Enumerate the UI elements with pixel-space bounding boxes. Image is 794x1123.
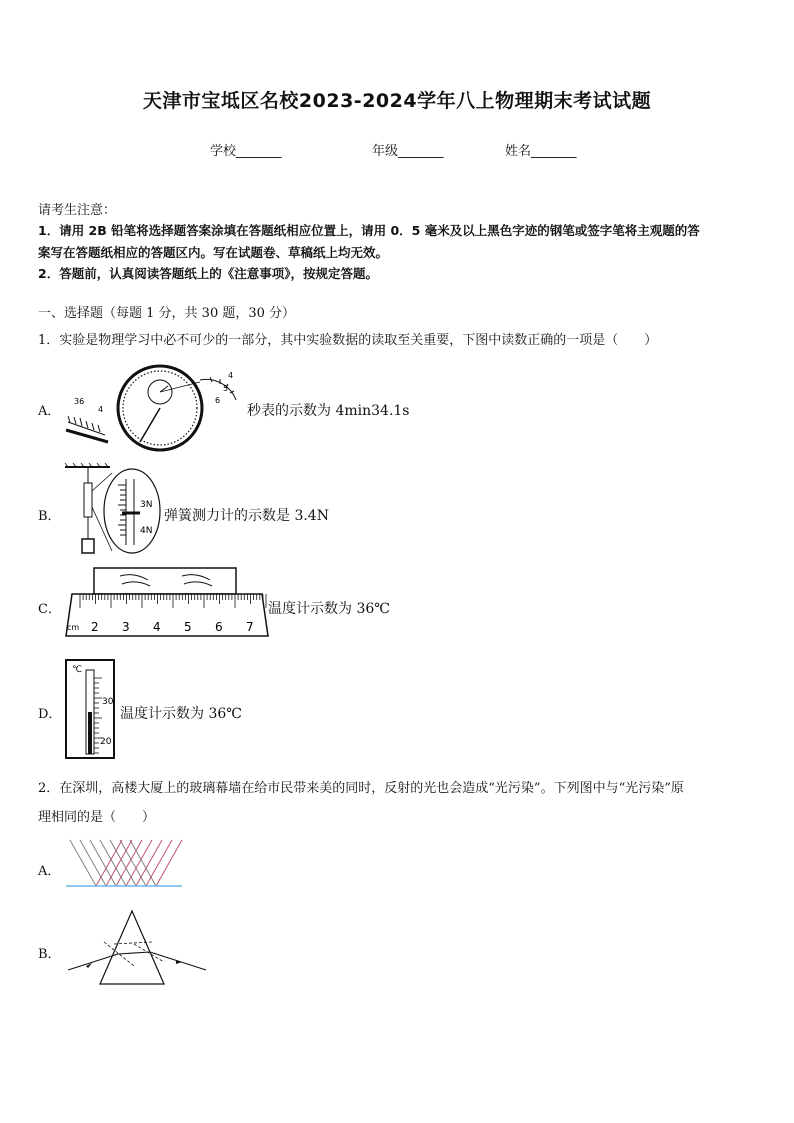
spring-scale-zoom bbox=[104, 469, 160, 553]
name-field[interactable]: 姓名_______ bbox=[505, 144, 577, 159]
option-a-caption: 秒表的示数为 4min34.1s bbox=[247, 403, 410, 419]
thermometer-figure bbox=[64, 658, 120, 762]
reflected-ray bbox=[146, 840, 172, 886]
school-field[interactable]: 学校_______ bbox=[210, 144, 282, 159]
stopwatch-edge-scale bbox=[66, 397, 108, 442]
spring-scale-weight bbox=[82, 539, 94, 553]
reflected-ray bbox=[126, 840, 152, 886]
spring-scale-4n: 4N bbox=[140, 526, 153, 536]
stopwatch-second-hand bbox=[140, 408, 160, 442]
q2-option-a-letter: A． bbox=[38, 864, 61, 879]
incident-ray bbox=[80, 840, 106, 886]
notice-item-2: 2．答题前，认真阅读答题纸上的《注意事项》，按规定答题。 bbox=[38, 266, 378, 281]
diffuse-reflection-figure bbox=[64, 838, 186, 892]
option-a-letter: A． bbox=[38, 404, 61, 419]
incident-ray bbox=[120, 840, 146, 886]
ruler-label-7: 7 bbox=[246, 620, 254, 634]
stopwatch-label-36: 36 bbox=[74, 397, 85, 406]
reflected-ray bbox=[106, 840, 132, 886]
stopwatch-figure bbox=[60, 360, 250, 455]
option-c-caption: 温度计示数为 36℃ bbox=[268, 601, 390, 617]
incident-ray bbox=[100, 840, 126, 886]
incident-ray bbox=[70, 840, 96, 886]
ruler-figure bbox=[62, 566, 272, 642]
reflected-ray bbox=[116, 840, 142, 886]
section-heading: 一、选择题（每题 1 分，共 30 题，30 分） bbox=[38, 306, 296, 321]
question-2-stem-line-1: 2．在深圳，高楼大厦上的玻璃幕墙在给市民带来美的同时，反射的光也会造成“光污染”。下列图中与“光污染”原 bbox=[38, 781, 684, 796]
reflected-ray bbox=[96, 840, 122, 886]
ruler-label-6: 6 bbox=[215, 620, 223, 634]
thermometer-label-20: 20 bbox=[100, 737, 112, 747]
spring-scale-3n: 3N bbox=[140, 500, 153, 510]
page-title: 天津市宝坻区名校2023-2024学年八上物理期末考试试题 bbox=[142, 90, 652, 112]
ruler-label-5: 5 bbox=[184, 620, 192, 634]
notice-heading: 请考生注意： bbox=[38, 203, 117, 218]
question-2-stem-line-2: 理相同的是（ ） bbox=[38, 810, 156, 825]
incident-ray bbox=[110, 840, 136, 886]
option-b-letter: B． bbox=[38, 509, 61, 524]
notice-item-1-line-2: 案写在答题纸相应的答题区内。写在试题卷、草稿纸上均无效。 bbox=[38, 245, 389, 260]
ruler-label-4: 4 bbox=[153, 620, 161, 634]
reflected-ray bbox=[136, 840, 162, 886]
q2-option-b-letter: B． bbox=[38, 947, 61, 962]
question-1-stem: 1．实验是物理学习中必不可少的一部分，其中实验数据的读取至关重要，下图中读数正确的一项是（ ） bbox=[38, 333, 658, 348]
stopwatch-label-4a: 4 bbox=[98, 405, 104, 414]
notice-item-1-line-1: 1．请用 2B 铅笔将选择题答案涂填在答题纸相应位置上，请用 0．5 毫米及以上黑色字迹的钢笔或签字笔将主观题的答 bbox=[38, 223, 700, 238]
option-d-caption: 温度计示数为 36℃ bbox=[120, 706, 242, 722]
spring-scale-figure bbox=[60, 463, 170, 558]
stopwatch-zoom-4: 4 bbox=[228, 371, 234, 380]
ruler-label-3: 3 bbox=[122, 620, 130, 634]
thermometer-mercury bbox=[88, 712, 92, 754]
option-d-letter: D． bbox=[38, 707, 62, 722]
ruler-object-block bbox=[94, 568, 236, 594]
ruler-label-2: 2 bbox=[91, 620, 99, 634]
incident-ray bbox=[130, 840, 156, 886]
stopwatch-zoom-5: 5 bbox=[223, 384, 229, 393]
ruler-unit: cm bbox=[67, 623, 80, 632]
option-b-caption: 弹簧测力计的示数是 3.4N bbox=[164, 508, 329, 524]
option-c-letter: C． bbox=[38, 602, 61, 617]
spring-scale-body bbox=[84, 483, 92, 517]
stopwatch-zoom-6: 6 bbox=[215, 396, 221, 405]
grade-field[interactable]: 年级_______ bbox=[372, 144, 444, 159]
incident-ray bbox=[90, 840, 116, 886]
prism-refraction-figure bbox=[64, 908, 210, 988]
thermometer-label-30: 30 bbox=[102, 697, 114, 707]
prism bbox=[100, 911, 164, 984]
thermometer-unit: ℃ bbox=[72, 665, 83, 675]
reflected-ray bbox=[156, 840, 182, 886]
